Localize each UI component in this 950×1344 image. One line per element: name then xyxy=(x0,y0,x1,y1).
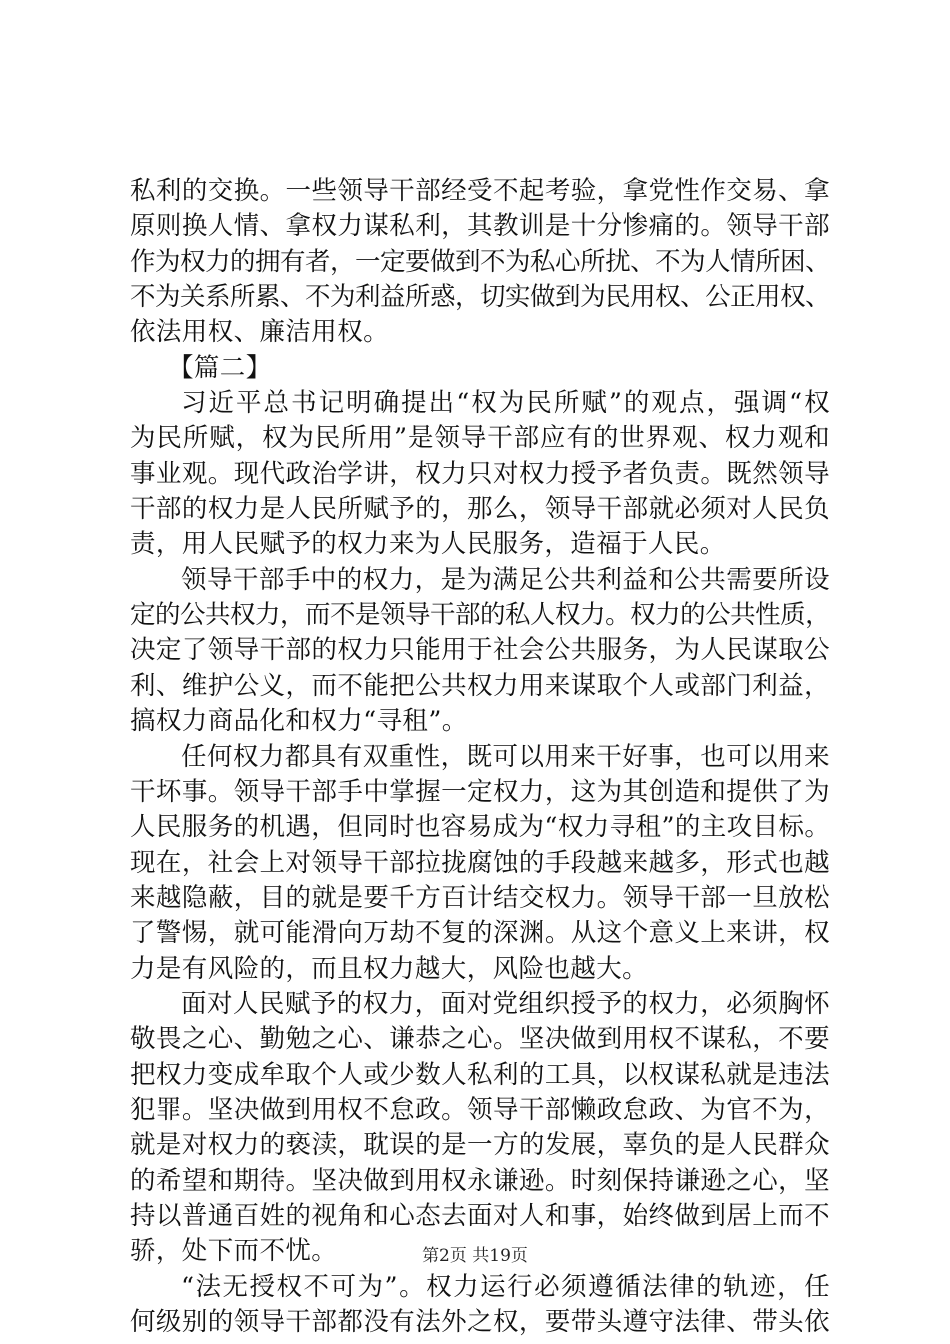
text-line: 犯罪。坚决做到用权不怠政。领导干部懒政怠政、为官不为， xyxy=(130,1094,830,1125)
text-line: 敬畏之心、勤勉之心、谦恭之心。坚决做到用权不谋私，不要 xyxy=(130,1024,830,1055)
text-line: 了警惕，就可能滑向万劫不复的深渊。从这个意义上来讲，权 xyxy=(130,918,830,949)
text-line: 面对人民赋予的权力，面对党组织授予的权力，必须胸怀 xyxy=(181,988,830,1019)
text-line: 的希望和期待。坚决做到用权永谦逊。时刻保持谦逊之心，坚 xyxy=(130,1165,830,1196)
text-line: 依法用权、廉洁用权。 xyxy=(130,317,390,348)
section-heading: 【篇二】 xyxy=(168,352,272,383)
text-line: 干部的权力是人民所赋予的，那么，领导干部就必须对人民负 xyxy=(130,494,830,525)
page-number-footer: 第2页 共19页 xyxy=(422,1246,528,1266)
text-line: 为民所赋，权为民所用”是领导干部应有的世界观、权力观和 xyxy=(130,423,830,454)
text-line: 就是对权力的亵渎，耽误的是一方的发展，辜负的是人民群众 xyxy=(130,1130,830,1161)
text-line: 干坏事。领导干部手中掌握一定权力，这为其创造和提供了为 xyxy=(130,776,830,807)
text-line: 搞权力商品化和权力“寻租”。 xyxy=(130,706,468,737)
text-line: 领导干部手中的权力，是为满足公共利益和公共需要所设 xyxy=(181,564,830,595)
text-line: 利、维护公义，而不能把公共权力用来谋取个人或部门利益， xyxy=(130,670,830,701)
text-line: 原则换人情、拿权力谋私利，其教训是十分惨痛的。领导干部 xyxy=(130,211,830,242)
text-line: 任何权力都具有双重性，既可以用来干好事，也可以用来 xyxy=(181,741,830,772)
text-line: 习近平总书记明确提出“权为民所赋”的观点，强调“权 xyxy=(181,388,830,419)
text-line: 责，用人民赋予的权力来为人民服务，造福于人民。 xyxy=(130,529,726,560)
text-line: 现在，社会上对领导干部拉拢腐蚀的手段越来越多，形式也越 xyxy=(130,847,830,878)
text-line: 决定了领导干部的权力只能用于社会公共服务，为人民谋取公 xyxy=(130,635,830,666)
text-line: 来越隐蔽，目的就是要千方百计结交权力。领导干部一旦放松 xyxy=(130,882,830,913)
text-line: 把权力变成牟取个人或少数人私利的工具，以权谋私就是违法 xyxy=(130,1059,830,1090)
text-line: 作为权力的拥有者，一定要做到不为私心所扰、不为人情所困、 xyxy=(130,246,830,277)
text-line: 不为关系所累、不为利益所惑，切实做到为民用权、公正用权、 xyxy=(130,282,830,313)
text-line: 人民服务的机遇，但同时也容易成为“权力寻租”的主攻目标。 xyxy=(130,812,831,843)
text-line: 私利的交换。一些领导干部经受不起考验，拿党性作交易、拿 xyxy=(130,176,830,206)
text-line: 骄，处下而不忧。 xyxy=(130,1236,338,1267)
text-line: “法无授权不可为”。权力运行必须遵循法律的轨迹，任 xyxy=(181,1271,830,1302)
text-line: 事业观。现代政治学讲，权力只对权力授予者负责。既然领导 xyxy=(130,458,830,489)
text-line: 何级别的领导干部都没有法外之权，要带头遵守法律、带头依 xyxy=(130,1307,830,1337)
document-body xyxy=(130,174,830,1340)
text-line: 力是有风险的，而且权力越大，风险也越大。 xyxy=(130,953,649,984)
text-line: 定的公共权力，而不是领导干部的私人权力。权力的公共性质， xyxy=(130,600,830,631)
text-line: 持以普通百姓的视角和心态去面对人和事，始终做到居上而不 xyxy=(130,1200,830,1231)
